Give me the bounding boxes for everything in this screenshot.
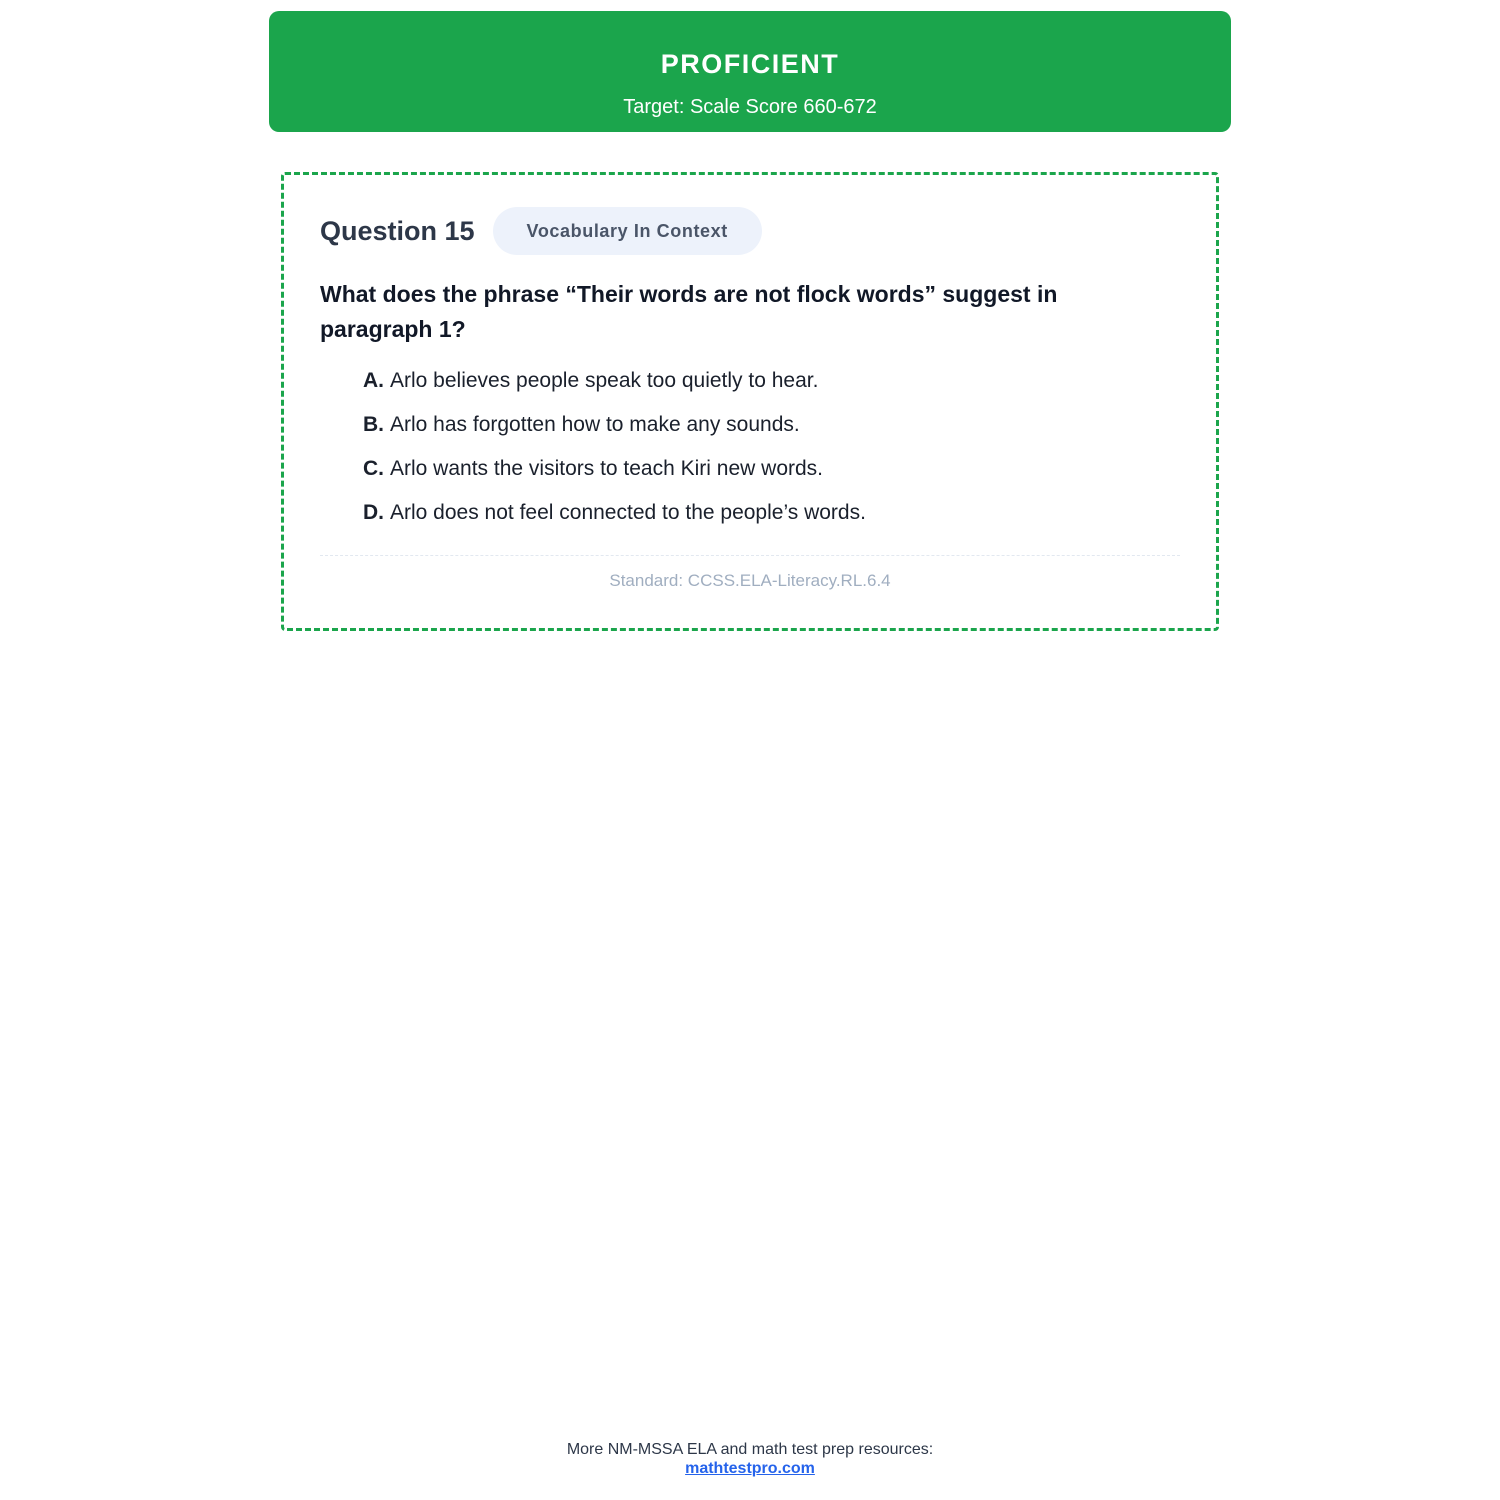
option-letter: A.: [363, 369, 384, 392]
answer-option-c: [363, 454, 866, 498]
option-letter: D.: [363, 501, 384, 524]
footer: [0, 1440, 1500, 1478]
answer-options: [363, 366, 866, 542]
option-letter: C.: [363, 457, 384, 480]
option-letter: B.: [363, 413, 384, 436]
proficiency-banner: [269, 11, 1231, 132]
question-text: What does the phrase “Their words are not flock words” suggest in paragraph 1?: [320, 281, 1058, 342]
answer-option-d: [363, 498, 866, 542]
answer-option-a: [363, 366, 866, 410]
footer-link[interactable]: mathtestpro.com: [685, 1460, 815, 1477]
banner-title: PROFICIENT: [660, 49, 840, 79]
question-header: [320, 207, 762, 255]
banner-subtitle: Target: Scale Score 660-672: [623, 96, 877, 118]
question-number: Question 15: [320, 215, 475, 246]
option-text: Arlo believes people speak too quietly to hear.: [390, 369, 819, 392]
standard-label: Standard: CCSS.ELA-Literacy.RL.6.4: [609, 571, 891, 590]
option-text: Arlo has forgotten how to make any sounds.: [390, 413, 800, 436]
answer-option-b: [363, 410, 866, 454]
question-category-badge: Vocabulary In Context: [493, 207, 762, 255]
footer-text: More NM-MSSA ELA and math test prep resources:: [566, 1441, 934, 1458]
option-text: Arlo does not feel connected to the people’s words.: [390, 501, 866, 524]
option-text: Arlo wants the visitors to teach Kiri new words.: [390, 457, 824, 480]
question-card: [281, 172, 1219, 631]
card-divider: [320, 555, 1180, 556]
